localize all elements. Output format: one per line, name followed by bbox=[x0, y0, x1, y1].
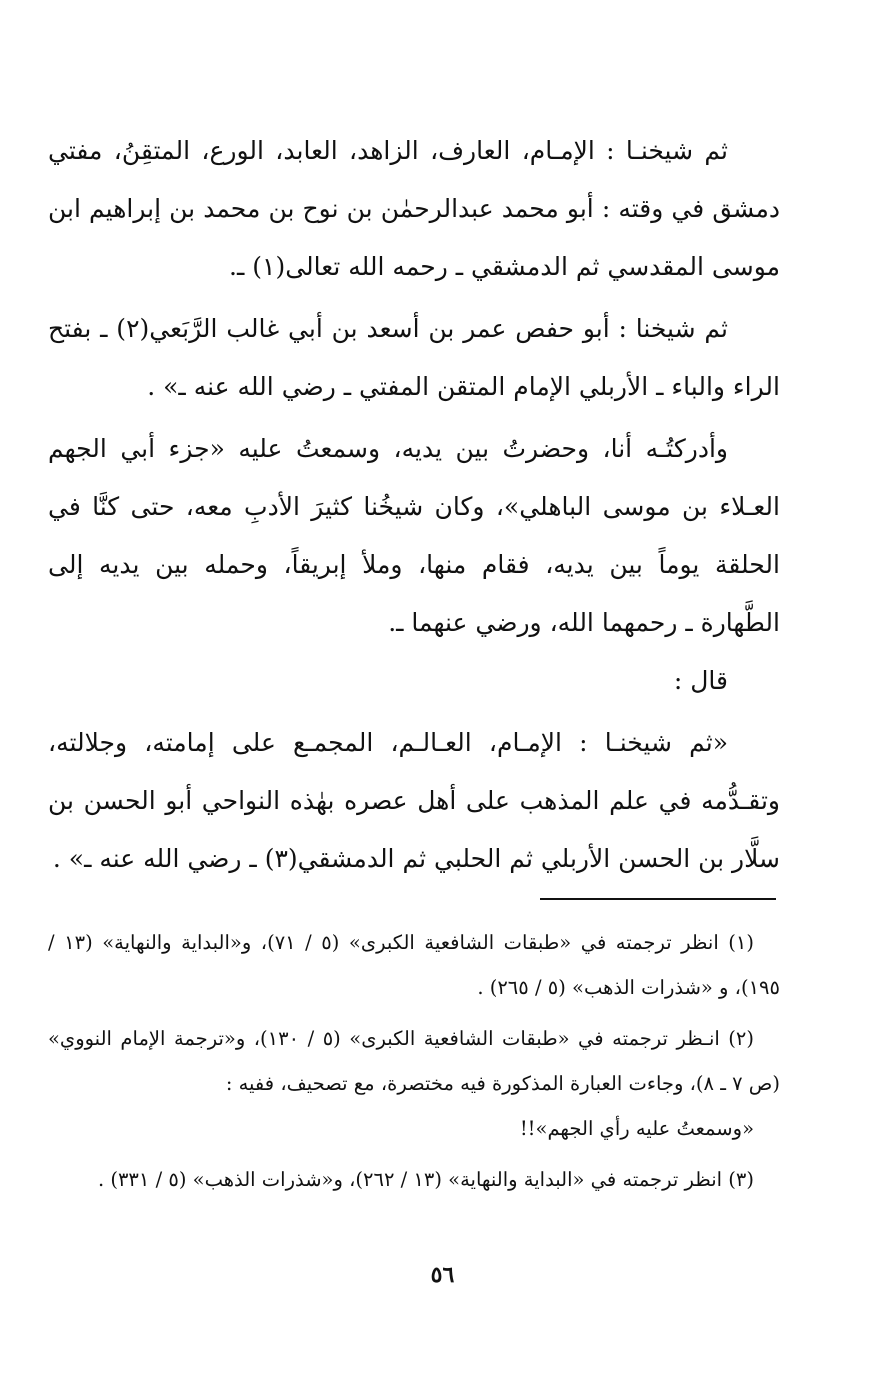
page-number: ٥٦ bbox=[430, 1262, 455, 1288]
paragraph-2: ثم شيخنا : أبو حفص عمر بن أسعد بن أبي غالب الرَّبَعي(٢) ـ بفتح الراء والباء ـ الأربلي الإمام المتقن المفتي ـ رضي الله عنه ـ» . bbox=[48, 314, 780, 401]
paragraph-1: ثم شيخنـا : الإمـام، العارف، الزاهد، العابد، الورع، المتقِنُ، مفتي دمشق في وقته : أبو محمد عبدالرحمٰن بن نوح بن محمد بن إبراهيم ابن موسى المقدسي ثم الدمشقي ـ رحمه الله تعالى(١) ـ. bbox=[48, 136, 780, 281]
main-text bbox=[48, 122, 780, 888]
paragraph-5: «ثم شيخنـا : الإمـام، العـالـم، المجمـع على إمامته، وجلالته، وتقـدُّمه في علم المذهب على أهل عصره بهٰذه النواحي أبو الحسن بن سلَّار بن الحسن الأربلي ثم الحلبي ثم الدمشقي(٣) ـ رضي الله عنه ـ» . bbox=[48, 728, 780, 873]
paragraph-3: وأدركتُـه أنا، وحضرتُ بين يديه، وسمعتُ عليه «جزء أبي الجهم العـلاء بن موسى الباهلي»، وكان شيخُنا كثيرَ الأدبِ معه، حتى كنَّا في الحلقة يوماً بين يديه، فقام منها، وملأ إبريقاً، وحمله بين يديه إلى الطَّهارة ـ رحمهما الله، ورضي عنهما ـ. bbox=[48, 434, 780, 637]
footnote-2 bbox=[48, 1016, 780, 1151]
footnote-2-quote: «وسمعتُ عليه رأي الجهم»!! bbox=[519, 1117, 754, 1140]
paragraph-4: قال : bbox=[673, 666, 728, 695]
footnote-3: (٣) انظر ترجمته في «البداية والنهاية» (١٣ / ٢٦٢)، و«شذرات الذهب» (٥ / ٣٣١) . bbox=[97, 1168, 754, 1191]
footnote-separator bbox=[540, 898, 776, 900]
footnotes bbox=[48, 920, 780, 1208]
footnote-1: (١) انظر ترجمته في «طبقات الشافعية الكبرى» (٥ / ٧١)، و«البداية والنهاية» (١٣ / ١٩٥)، و «شذرات الذهب» (٥ / ٢٦٥) . bbox=[48, 931, 780, 999]
footnote-2-text: (٢) انـظر ترجمته في «طبقات الشافعية الكبرى» (٥ / ١٣٠)، و«ترجمة الإمام النووي» (ص ٧ ـ ٨)، وجاءت العبارة المذكورة فيه مختصرة، مع تصحيف، ففيه : bbox=[48, 1027, 780, 1095]
